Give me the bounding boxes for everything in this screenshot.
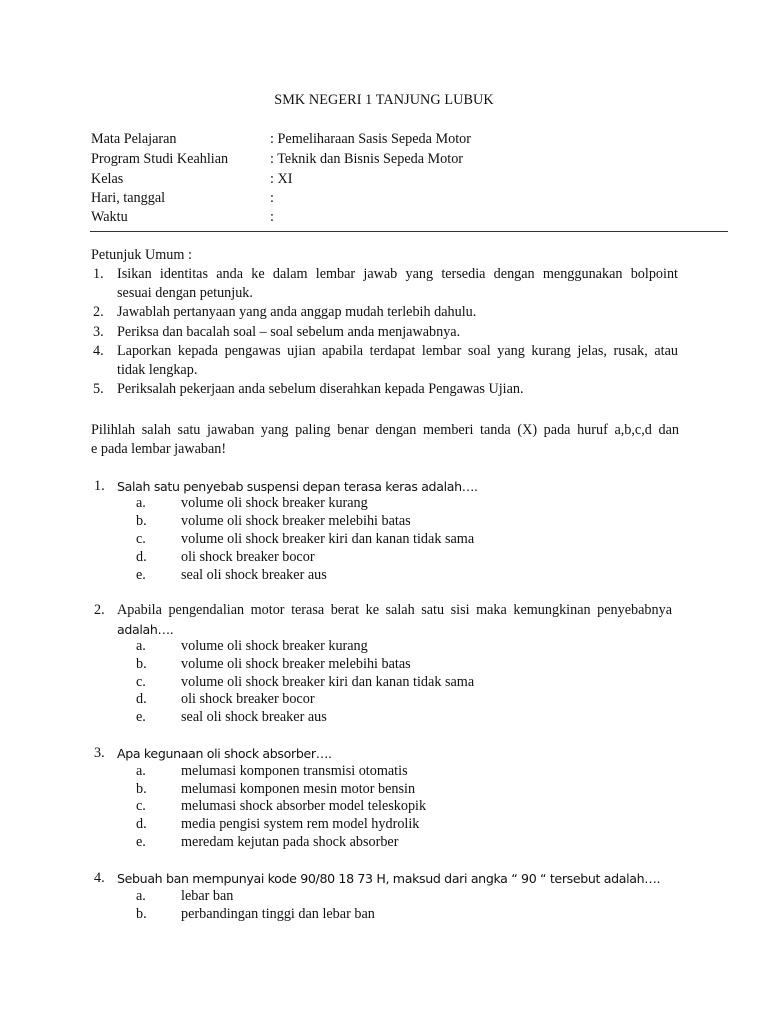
identity-label: Hari, tanggal: [91, 190, 166, 206]
option-letter: d.: [136, 691, 147, 707]
identity-label: Mata Pelajaran: [91, 131, 177, 147]
identity-value: [270, 189, 274, 208]
option-letter: b.: [136, 781, 147, 797]
answer-instruction: Pilihlah salah satu jawaban yang paling benar dengan memberi tanda (X) pada huruf a,b,c,d dan: [91, 422, 679, 438]
option-text: seal oli shock breaker aus: [181, 709, 327, 725]
question-text: Apabila pengendalian motor terasa berat ke salah satu sisi maka kemungkinan penyebabnya: [117, 602, 672, 618]
general-item-text: Periksalah pekerjaan anda sebelum diserahkan kepada Pengawas Ujian.: [117, 381, 524, 397]
option-letter: b.: [136, 656, 147, 672]
general-item-text: Laporkan kepada pengawas ujian apabila terdapat lembar soal yang kurang jelas, rusak, atau: [117, 343, 678, 359]
option-text: volume oli shock breaker kiri dan kanan tidak sama: [181, 531, 475, 547]
general-item-text-cont: sesuai dengan petunjuk.: [117, 285, 253, 301]
question-number: 3.: [94, 745, 105, 761]
option-text: seal oli shock breaker aus: [181, 567, 327, 583]
option-letter: c.: [136, 798, 146, 814]
general-item-number: 1.: [93, 266, 104, 282]
option-letter: a.: [136, 638, 146, 654]
identity-label: Waktu: [91, 209, 128, 225]
option-text: volume oli shock breaker melebihi batas: [181, 656, 411, 672]
general-item-text: Periksa dan bacalah soal – soal sebelum anda menjawabnya.: [117, 324, 461, 340]
option-text: volume oli shock breaker kurang: [181, 638, 368, 654]
question-text: Sebuah ban mempunyai kode 90/80 18 73 H, maksud dari angka “ 90 “ tersebut adalah….: [117, 871, 661, 886]
general-item-text: Isikan identitas anda ke dalam lembar jawab yang tersedia dengan menggunakan bolpoint: [117, 266, 678, 282]
identity-value: [270, 208, 274, 227]
general-item-number: 4.: [93, 343, 104, 359]
option-text: meredam kejutan pada shock absorber: [181, 834, 399, 850]
general-item-number: 3.: [93, 324, 104, 340]
option-text: lebar ban: [181, 888, 234, 904]
option-letter: e.: [136, 709, 146, 725]
option-letter: a.: [136, 763, 146, 779]
option-text: volume oli shock breaker kiri dan kanan tidak sama: [181, 674, 475, 690]
header-divider: [90, 231, 728, 232]
identity-label: Kelas: [91, 171, 124, 187]
question-text: Apa kegunaan oli shock absorber….: [117, 746, 332, 761]
option-text: oli shock breaker bocor: [181, 549, 315, 565]
general-item-text: Jawablah pertanyaan yang anda anggap mudah terlebih dahulu.: [117, 304, 477, 320]
option-text: volume oli shock breaker melebihi batas: [181, 513, 411, 529]
answer-instruction-cont: e pada lembar jawaban!: [91, 441, 227, 457]
general-item-number: 5.: [93, 381, 104, 397]
option-text: media pengisi system rem model hydrolik: [181, 816, 420, 832]
question-number: 4.: [94, 870, 105, 886]
general-item-text-cont: tidak lengkap.: [117, 362, 198, 378]
option-text: melumasi shock absorber model teleskopik: [181, 798, 427, 814]
question-number: 2.: [94, 602, 105, 618]
general-instructions-heading: Petunjuk Umum :: [91, 247, 192, 263]
general-item-number: 2.: [93, 304, 104, 320]
option-text: melumasi komponen transmisi otomatis: [181, 763, 408, 779]
option-letter: e.: [136, 567, 146, 583]
option-letter: d.: [136, 816, 147, 832]
school-title: SMK NEGERI 1 TANJUNG LUBUK: [274, 92, 494, 108]
option-text: melumasi komponen mesin motor bensin: [181, 781, 416, 797]
option-letter: c.: [136, 674, 146, 690]
question-text-cont: adalah….: [117, 622, 174, 637]
option-letter: d.: [136, 549, 147, 565]
option-letter: a.: [136, 888, 146, 904]
option-letter: c.: [136, 531, 146, 547]
option-letter: a.: [136, 495, 146, 511]
option-letter: b.: [136, 906, 147, 922]
identity-value: : Teknik dan Bisnis Sepeda Motor: [270, 150, 463, 169]
option-text: oli shock breaker bocor: [181, 691, 315, 707]
identity-value: : XI: [270, 170, 292, 189]
option-letter: b.: [136, 513, 147, 529]
option-text: volume oli shock breaker kurang: [181, 495, 368, 511]
option-letter: e.: [136, 834, 146, 850]
identity-label: Program Studi Keahlian: [91, 151, 229, 167]
question-text: Salah satu penyebab suspensi depan terasa keras adalah….: [117, 479, 478, 494]
option-text: perbandingan tinggi dan lebar ban: [181, 906, 375, 922]
identity-value: : Pemeliharaan Sasis Sepeda Motor: [270, 130, 471, 149]
question-number: 1.: [94, 478, 105, 494]
